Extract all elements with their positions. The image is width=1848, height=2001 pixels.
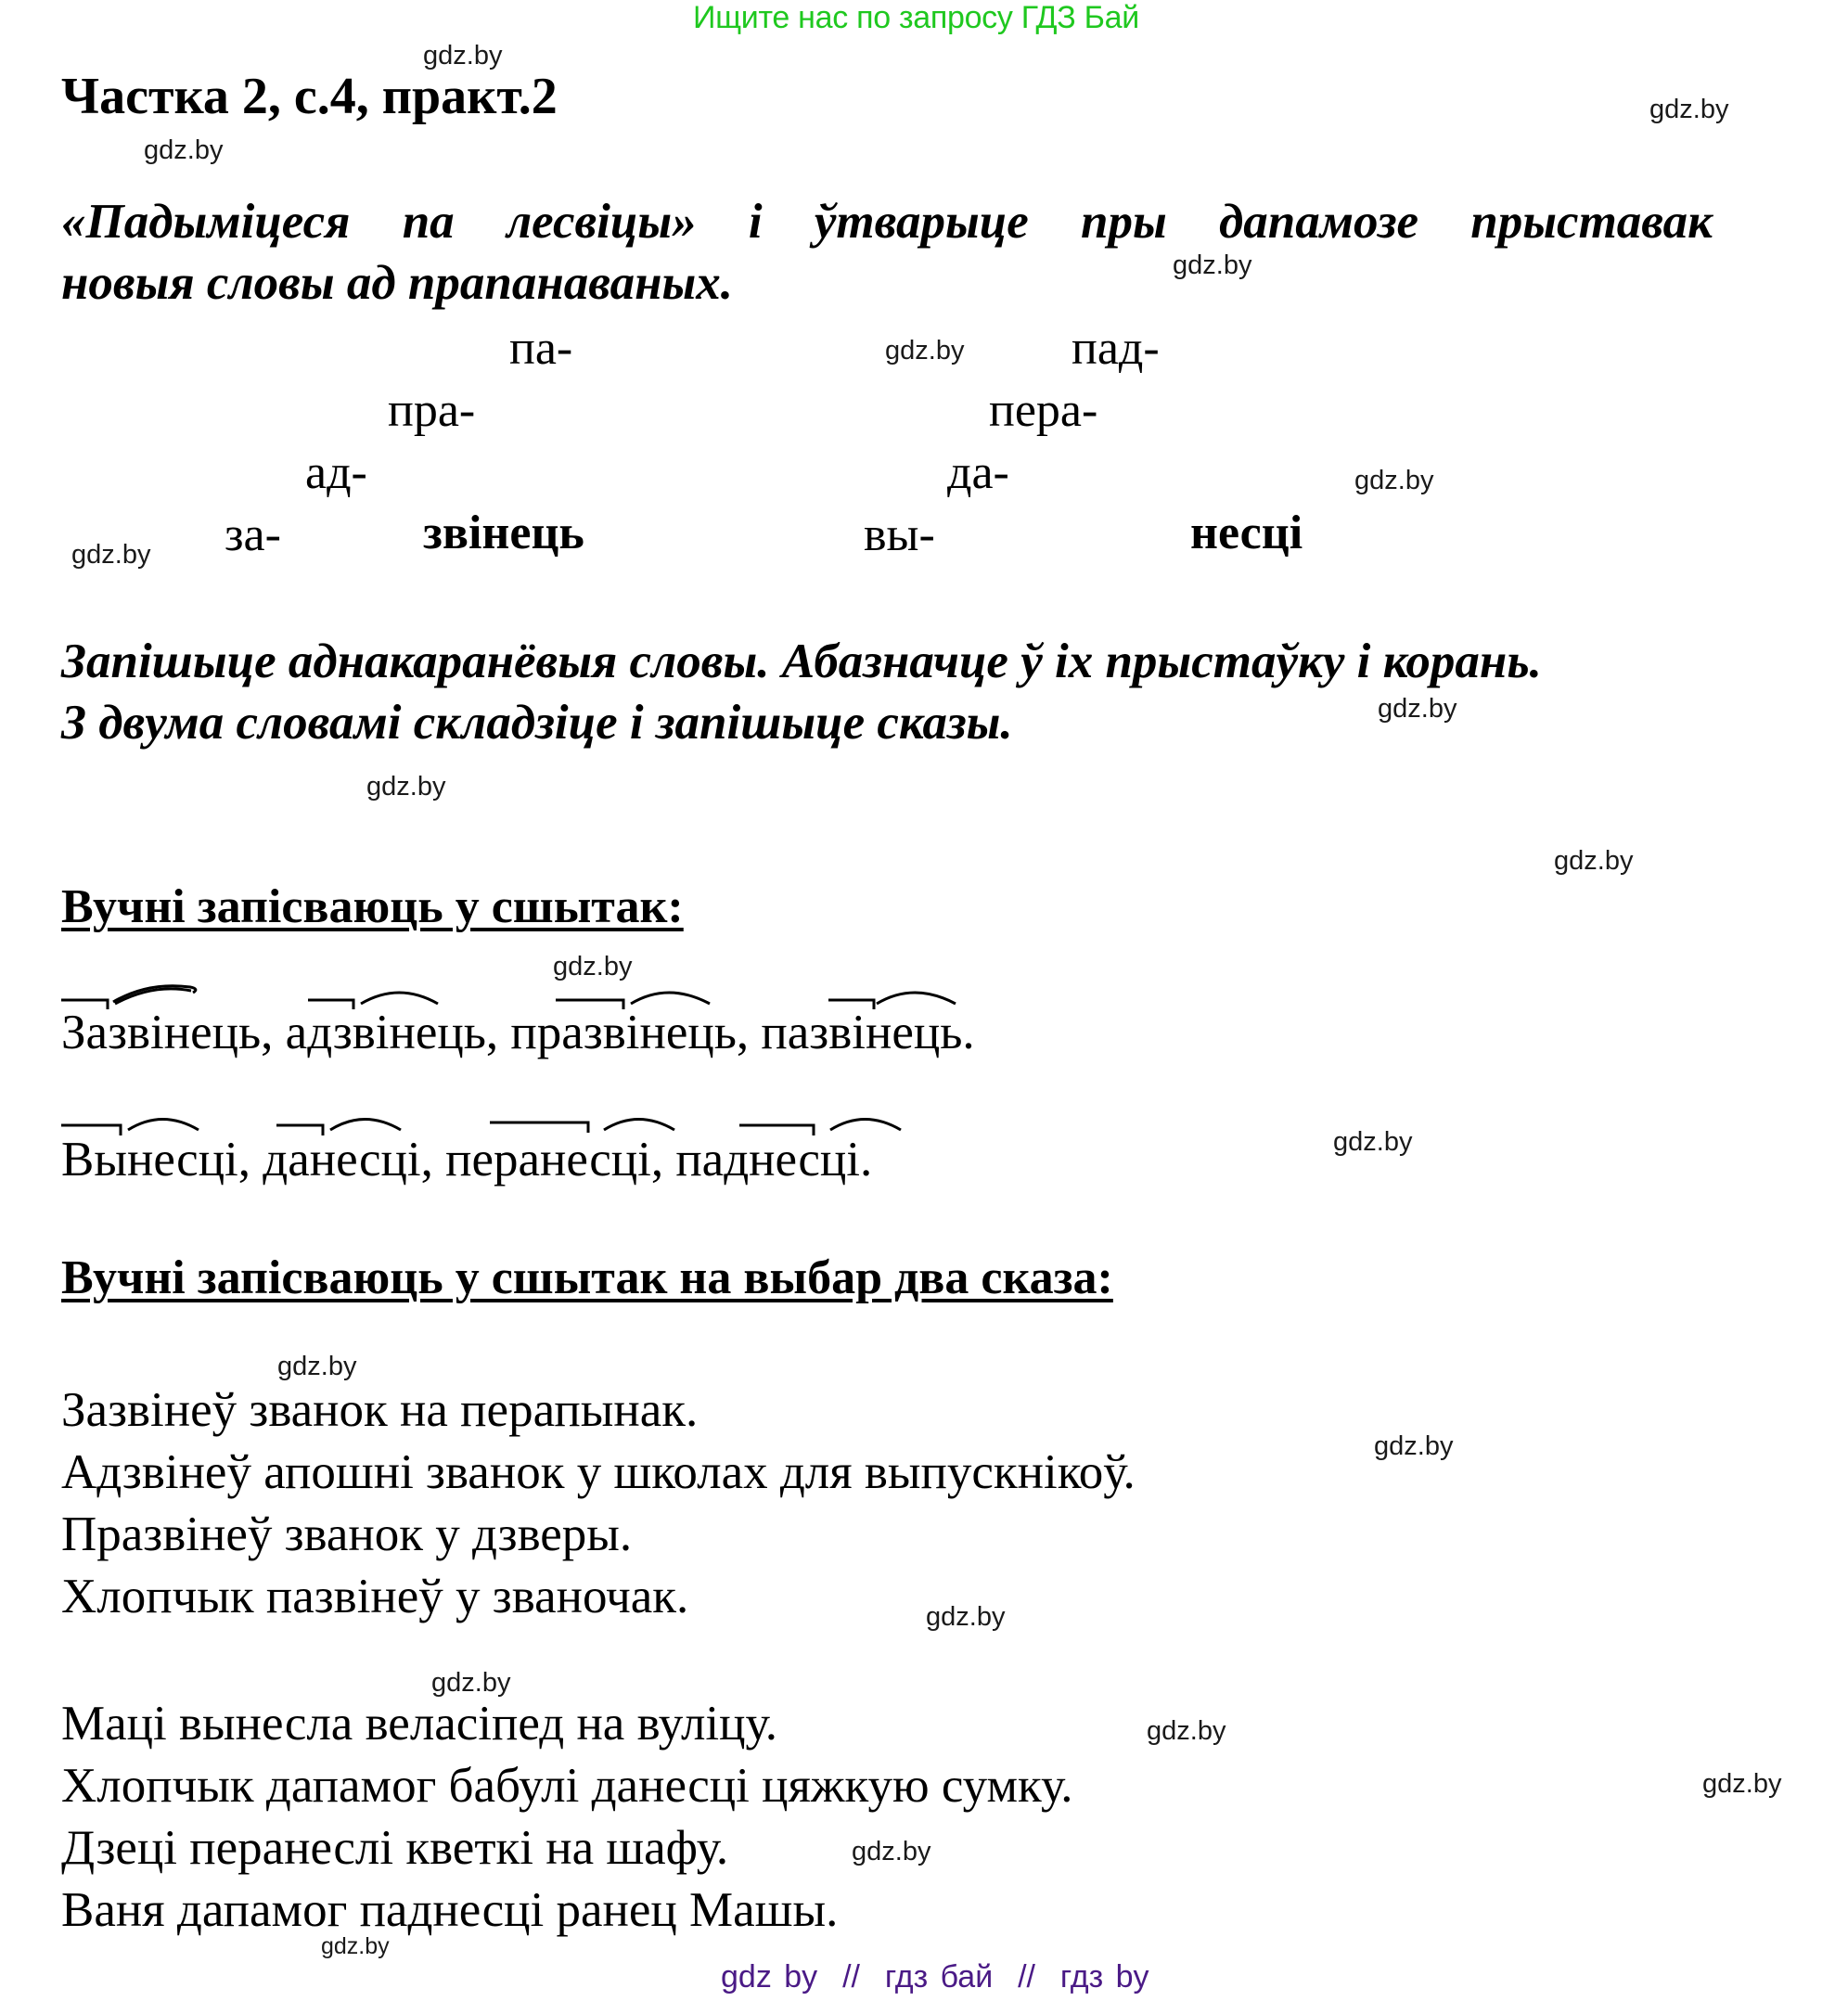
- watermark: gdz.by: [71, 540, 151, 570]
- word-line-nestsi: Вынесці, данесці, перанесці, паднесці.: [61, 1133, 873, 1186]
- watermark: gdz.by: [1147, 1716, 1226, 1746]
- watermark: gdz.by: [1649, 95, 1729, 124]
- root-arc-icon: [830, 1120, 901, 1131]
- sentence: Ваня дапамог паднесці ранец Машы.: [61, 1883, 839, 1937]
- watermark: gdz.by: [1173, 250, 1252, 280]
- root-arc-icon: [877, 993, 956, 1004]
- watermark: gdz.by: [1354, 466, 1434, 495]
- prefix-da: да-: [947, 446, 1009, 499]
- watermark: gdz.by: [277, 1352, 357, 1381]
- watermark: gdz.by: [1333, 1127, 1413, 1157]
- watermark: gdz.by: [926, 1602, 1006, 1632]
- root-arc-icon: [113, 986, 196, 1002]
- site-banner: Ищите нас по запросу ГДЗ Бай: [693, 0, 1139, 35]
- prefix-za: за-: [225, 508, 281, 561]
- root-arc-icon: [631, 993, 710, 1004]
- footer-links: gdz by // гдз бай // гдз by: [721, 1959, 1149, 1995]
- watermark: gdz.by: [885, 336, 965, 366]
- instruction-1-line-2: новыя словы ад прапанаваных.: [61, 256, 734, 310]
- watermark: gdz.by: [553, 952, 633, 981]
- root-arc-icon: [115, 989, 191, 1004]
- sentence: Дзеці перанеслі кветкі на шафу.: [61, 1821, 729, 1875]
- root-arc-icon: [604, 1120, 674, 1131]
- word-line-zvinets: Зазвінець, адзвінець, празвінець, пазвінець.: [61, 1006, 975, 1059]
- watermark: gdz.by: [1554, 846, 1634, 876]
- sentence: Хлопчык дапамог бабулі данесці цяжкую сумку.: [61, 1759, 1073, 1813]
- instruction-1-line-1: «Падыміцеся па лесвіцы» і ўтварыце пры дапамозе прыставак: [61, 195, 1713, 249]
- instruction-1: [61, 191, 1713, 314]
- watermark: gdz.by: [431, 1668, 511, 1698]
- prefix-pad: пад-: [1072, 322, 1160, 375]
- watermark: gdz.by: [321, 1933, 390, 1959]
- root-arc-icon: [128, 1120, 199, 1131]
- prefix-pera: пера-: [989, 384, 1098, 437]
- prefix-ad: ад-: [305, 446, 367, 499]
- instruction-2-line-2: З двума словамі складзіце і запішыце сказы.: [61, 696, 1013, 750]
- instruction-2: [61, 631, 1731, 753]
- root-word-zvinets: звінець: [423, 507, 584, 559]
- prefix-vy: вы-: [864, 508, 935, 561]
- watermark: gdz.by: [1702, 1769, 1782, 1799]
- sentence: Зазвінеў званок на перапынак.: [61, 1383, 699, 1437]
- watermark: gdz.by: [1374, 1431, 1454, 1461]
- prefix-pra: пра-: [388, 384, 476, 437]
- root-arc-icon: [361, 993, 438, 1004]
- watermark: gdz.by: [144, 135, 224, 165]
- sentence: Маці вынесла веласіпед на вуліцу.: [61, 1697, 777, 1751]
- instruction-2-line-1: Запішыце аднакаранёвыя словы. Абазначце ў іх прыстаўку і корань.: [61, 635, 1542, 688]
- section-1-heading: Вучні запісваюць у сшытак:: [61, 880, 684, 933]
- sentence: Хлопчык пазвінеў у званочак.: [61, 1570, 689, 1623]
- watermark: gdz.by: [1378, 694, 1457, 724]
- watermark: gdz.by: [366, 772, 446, 802]
- section-2-heading: Вучні запісваюць у сшытак на выбар два сказа:: [61, 1251, 1113, 1304]
- root-word-nestsi: несці: [1190, 507, 1303, 559]
- watermark: gdz.by: [852, 1837, 931, 1866]
- prefix-pa: па-: [509, 322, 573, 375]
- sentence: Адзвінеў апошні званок у школах для выпускнікоў.: [61, 1445, 1136, 1499]
- root-arc-icon: [330, 1120, 401, 1131]
- sentence: Празвінеў званок у дзверы.: [61, 1507, 633, 1561]
- watermark: gdz.by: [423, 41, 503, 71]
- page-title: Частка 2, с.4, практ.2: [61, 68, 558, 125]
